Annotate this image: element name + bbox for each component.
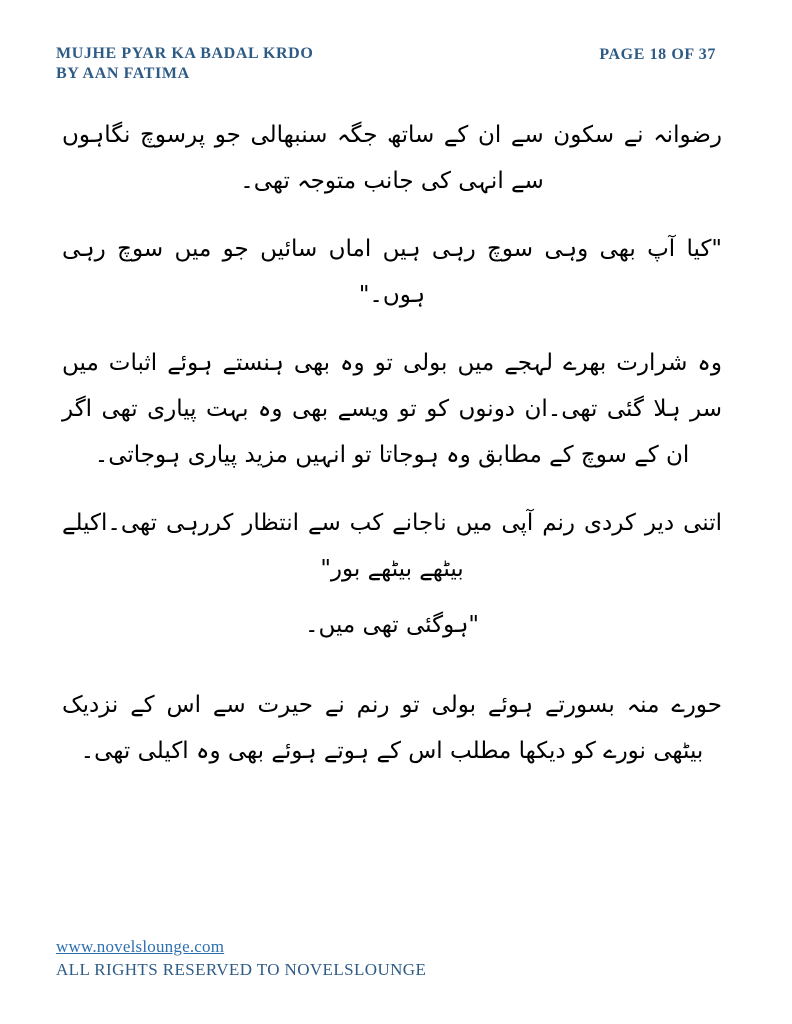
page-footer [56,937,736,980]
book-title: MUJHE PYAR KA BADAL KRDO [56,45,314,62]
book-title-block [56,44,313,84]
body-paragraph: رضوانہ نے سکون سے ان کے ساتھ جگہ سنبھالی جو پرسوچ نگاہوں سے انہی کی جانب متوجہ تھی۔ [62,122,722,194]
website-link[interactable]: www.novelslounge.com [56,937,225,956]
body-paragraph: "کیا آپ بھی وہی سوچ رہی ہیں اماں سائیں جو میں سوچ رہی ہوں۔" [62,236,722,308]
rights-notice: ALL RIGHTS RESERVED TO NOVELSLOUNGE [56,960,427,979]
book-author: BY AAN FATIMA [56,65,190,82]
body-paragraph: "ہوگئی تھی میں۔ [304,612,480,638]
page-header [56,44,736,84]
page-body [56,112,736,774]
body-paragraph: حورے منہ بسورتے ہوئے بولی تو رنم نے حیرت سے اس کے نزدیک بیٹھی نورے کو دیکھا مطلب اس کے ہوتے ہوئے بھی وہ اکیلی تھی۔ [62,692,722,764]
body-paragraph: وہ شرارت بھرے لہجے میں بولی تو وہ بھی ہنستے ہوئے اثبات میں سر ہلا گئی تھی۔ان دونوں کو تو ویسے بھی وہ بہت پیاری تھی اگر ان کے سوچ کے مطابق وہ ہوجاتا تو انہیں مزید پیاری ہوجاتی۔ [62,350,722,468]
page-indicator: PAGE 18 OF 37 [599,46,716,63]
body-paragraph: اتنی دیر کردی رنم آپی میں ناجانے کب سے انتظار کررہی تھی۔اکیلے بیٹھے بیٹھے بور" [62,510,722,582]
